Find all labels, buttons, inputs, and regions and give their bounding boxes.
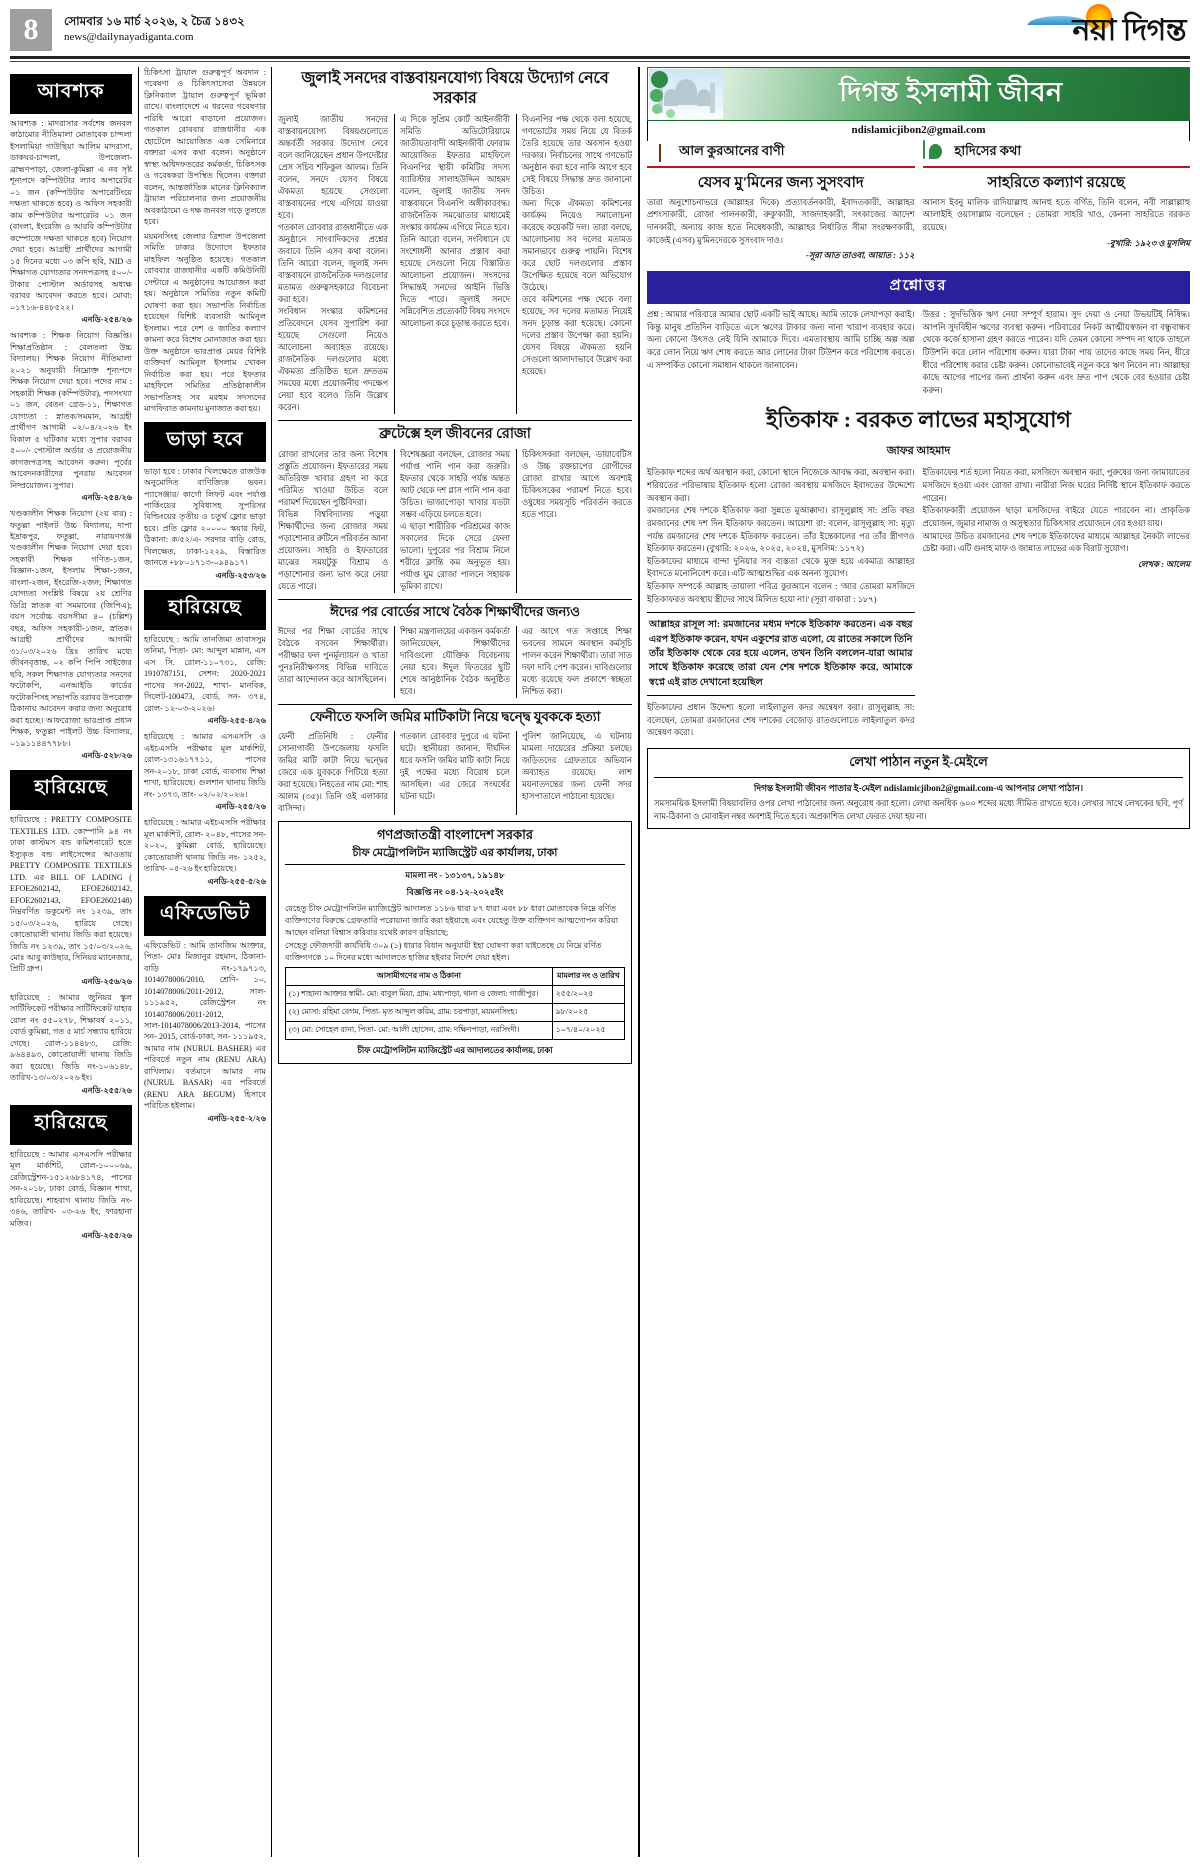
article3-columns xyxy=(278,626,632,698)
article1-col-3 xyxy=(516,114,632,414)
hadith-kicker xyxy=(923,141,1191,168)
article2-col-1 xyxy=(278,449,388,593)
ad-reference: এনডি-২৫৫-৪/২৬ xyxy=(207,716,266,726)
quran-book-icon xyxy=(647,141,673,163)
hadith-attribution: -বুখারি: ১৯২৩ ও মুসলিম xyxy=(1107,238,1190,248)
quran-kicker-label: আল কুরআনের বাণী xyxy=(679,142,785,158)
masthead-divider xyxy=(10,56,1190,59)
paragraph: ইতিকাফের মাধ্যমে বান্দা দুনিয়ার সব ব্যস্ততা থেকে মুক্ত হয়ে একমাত্র আল্লাহর ইবাদতে মনোনিবেশ করে। এটি আত্মশুদ্ধির এক অনন্য সুযোগ। xyxy=(647,556,915,579)
paragraph: ইতিকাফের প্রধান উদ্দেশ্য হলো লাইলাতুল কদর অন্বেষণ করা। রাসূলুল্লাহ সা: বলেছেন, তোমরা রমজানের শেষ দশকের বেজোড় রাতগুলোতে লাইলাতুল কদর অন্বেষণ করো। xyxy=(647,703,915,738)
submission-email-line: দিগন্ত ইসলামী জীবন পাতার ই-মেইল ndislamicjibon2@gmail.com-এ আপনার লেখা পাঠান। xyxy=(753,782,1084,793)
table-cell: ৯৮/২০২৫ xyxy=(552,1004,624,1022)
paragraph: ইতিকাফ সম্পর্কে আল্লাহ তায়ালা পবিত্র কুরআনে বলেন : 'আর তোমরা মসজিদে ইতিকাফরত অবস্থায় স্ত্রীদের সাথে মিলিত হয়ো না।' (সূরা বাকারা : ১৮৭) xyxy=(647,581,915,604)
hadith-kicker-label: হাদিসের কথা xyxy=(954,142,1022,158)
feature-col-2 xyxy=(923,467,1191,739)
ad-reference: এনডি-৫২৮/২৬ xyxy=(81,751,132,761)
paragraph: গতকাল রোববার দুপুরে এ ঘটনা ঘটে। স্থানীয়রা জানান, দীর্ঘদিন ধরে ফসলি জমির মাটি কাটা নিয়ে দুই পক্ষের মধ্যে বিরোধ চলে আসছিল। এর জেরে সংঘর্ষের ঘটনা ঘটে। xyxy=(400,731,510,801)
ad-reference: এনডি-২৫৫-৫/২৬ xyxy=(207,876,266,886)
mosque-icon xyxy=(649,69,723,119)
islamic-zone xyxy=(640,67,1190,1857)
table-cell: ২৫৫/২০২৫ xyxy=(552,986,624,1004)
paragraph: সংবিধান সংস্কার কমিশনের প্রতিবেদনে যেসব সুপারিশ করা হয়েছে সেগুলো নিয়েও আলোচনা অব্যাহত রয়েছে। রাজনৈতিক দলগুলোর মধ্যে ঐকমত্য প্রতিষ্ঠিত হলে দ্রুততম সময়ের মধ্যে প্রয়োজনীয় পদক্ষেপ নেয়া হবে বলেও তিনি উল্লেখ করেন। xyxy=(278,307,388,413)
page-body xyxy=(10,67,1190,1857)
hadith-subhead: সাহরিতে কল্যাণ রয়েছে xyxy=(987,175,1125,191)
paragraph: রমজানের শেষ দশকে ইতিকাফ করা সুন্নতে মুআক্কাদা। রাসূলুল্লাহ সা: প্রতি বছর রমজানের শেষ দশ দিন ইতিকাফ করতেন। আয়েশা রা: বলেন, রাসূলুল্লাহ সা: মৃত্যু পর্যন্ত রমজানের শেষ দশকে ইতিকাফ করতেন। তাঁর ইন্তেকালের পর তাঁর স্ত্রীগণও ইতিকাফ করতেন। (বুখারি: ২০২৬, ২০২৫, ২০২৪, মুসলিম: ১১৭২) xyxy=(647,506,915,554)
article-divider xyxy=(278,704,632,705)
ad-body: এফিডেভিট : আমি তানজিম আক্তার, পিতা- মোঃ মিজানুর রহমান, ঠিকানা- বাড়ি নং-১৭৯৭১৩, 1014078006/2010, শ্রেণি- ১০, 1014078006/2011-2012, সাল- ১১১৯৫২, রেজিস্ট্রেশন নং 1014078006/2011-2012, সাল-1014078006/2013-2014, পাসের সন- 2015, বোর্ড-ঢাকা, সন- ১১১৯৫২, আমার নাম (NURUL BASHER) এর পরিবর্তে নতুন নাম (RENU ARA) রাখিলাম। বর্তমানে আমার নাম (NURUL BASAR) এর পরিবর্তে (RENU ARA BEGUM) হিসাবে পরিচিত হইলাম। xyxy=(144,940,266,1111)
feature-col-1 xyxy=(647,467,915,739)
quran-subhead: যেসব মু'মিনের জন্য সুসংবাদ xyxy=(697,175,864,191)
publication-date: সোমবার ১৬ মার্চ ২০২৬, ২ চৈত্র ১৪৩২ xyxy=(64,15,245,28)
ad-body: চিকিৎসা ট্রায়াল গুরুত্বপূর্ণ অবদান : গবেষণা ও চিকিৎসাসেবা উন্নয়নে ক্লিনিক্যাল ট্রায়াল গুরুত্বপূর্ণ ভূমিকা রাখে। বাংলাদেশে এ ধরনের গবেষণার পরিধি আরো বাড়ানো প্রয়োজন। গতকাল রোববার রাজধানীর এক হোটেলে আয়োজিত এক সেমিনারে বক্তারা এসব কথা বলেন। অনুষ্ঠানে স্বাস্থ্য অধিদফতরের কর্মকর্তা, চিকিৎসক ও গবেষকরা উপস্থিত ছিলেন। বক্তারা বলেন, আন্তর্জাতিক মানের ক্লিনিক্যাল ট্রায়াল পরিচালনার জন্য প্রয়োজনীয় অবকাঠামো ও দক্ষ জনবল গড়ে তুলতে হবে। xyxy=(144,68,266,227)
notice-title: গণপ্রজাতন্ত্রী বাংলাদেশ সরকার xyxy=(376,826,534,842)
headline-secondary: ব্রুটেক্সে হল জীবনের রোজা xyxy=(379,426,531,443)
contact-email: news@dailynayadiganta.com xyxy=(64,31,194,44)
paragraph: ঈদের পর শিক্ষা বোর্ডের সাথে বৈঠকে বসবেন শিক্ষার্থীরা। পরীক্ষার ফল পুনর্মূল্যায়ন ও খাতা পুনঃনিরীক্ষণসহ বিভিন্ন দাবিতে তারা আন্দোলন করে আসছিলেন। xyxy=(278,626,388,684)
qa-answer: উত্তর : সুদভিত্তিক ঋণ নেয়া সম্পূর্ণ হারাম। সুদ দেয়া ও নেয়া উভয়টিই নিষিদ্ধ। আপনি সুদবিহীন ঋণের ব্যবস্থা করুন। পরিবারের নিকট আত্মীয়স্বজন বা বন্ধুবান্ধব থেকে কর্জে হাসানা গ্রহণ করতে পারেন। যদি তেমন কোনো সম্পদ না থাকে তাহলে টিউশনি করে লোন পরিশোধ করুন। যারা টাকা পায় তাদের কাছে সময় নিন, ধীরে ধীরে পরিশোধ করার চেষ্টা করুন। কোনোভাবেই নতুন করে ঋণ নিবেন না। আল্লাহর কাছে আগের পাপের জন্য প্রার্থনা করুন এবং দ্রুত পাপ থেকে বের হওয়ার চেষ্টা করুন। xyxy=(922,310,1190,395)
article4-columns xyxy=(278,731,632,815)
ad-body: খণ্ডকালীন শিক্ষক নিয়োগ (২য় বার) : ফতুল্লা পাইলট উচ্চ বিদ্যালয়, দাপা ইদ্রাকপুর, ফতুল্লা, নারায়ণগঞ্জ খণ্ডকালীন শিক্ষক নিয়োগ দেয়া হবে। সহকারী শিক্ষক গণিত-১জন, বিজ্ঞান-১জন, ইসলাম শিক্ষা-১জন, বাংলা-২জন, ইংরেজি-২জন; শিক্ষাগত যোগ্যতা সংশ্লিষ্ট বিষয়ে ২য় শ্রেণির ডিগ্রি স্নাতক বা সমমানের (জিপিএ); বয়স সর্বোচ্চ বয়সসীমা ৪০ (চল্লিশ) বছর, অফিস সহকারী-১জন, স্নাতক। আগ্রহী প্রার্থীদের আগামী ৩১/০৩/২০২৬ খ্রিঃ তারিখ মধ্যে জীবনবৃত্তান্ত, ০২ কপি পিপি সাইজের ছবি, সকল শিক্ষাগত যোগ্যতার সনদের ফটোকপি, এনআইডি কার্ডের ফটোকপিসহ সভাপতি বরাবর উপরোক্ত ঠিকানায় আবেদন করার জন্য অনুরোধ করা হচ্ছে। আফরোজা ভারপ্রাপ্ত প্রধান শিক্ষক, ফতুল্লা পাইলট উচ্চ বিদ্যালয়, ০১৯১১৪৪৭৭৮৮। xyxy=(10,509,132,748)
article1-col-1 xyxy=(278,114,388,414)
ad-reference: এনডি-২৫৪/২৬ xyxy=(81,493,132,503)
qa-section-bar: প্রশ্নোত্তর xyxy=(647,271,1190,304)
qa-question-block xyxy=(647,309,915,397)
paragraph: ইতিকাফ শব্দের অর্থ অবস্থান করা, কোনো স্থানে নিজেকে আবদ্ধ করা, অবস্থান করা। শরিয়তের পরিভাষায় ইতিকাফ হলো রোজা অবস্থায় মসজিদে ইবাদতের উদ্দেশ্যে অবস্থান করা। xyxy=(647,468,915,503)
article1-columns xyxy=(278,114,632,414)
paragraph: বিশেষজ্ঞরা বলছেন, রোজার সময় পর্যাপ্ত পানি পান করা জরুরি। ইফতার থেকে সাহরি পর্যন্ত অন্তত আট থেকে দশ গ্লাস পানি পান করা উচিত। ভাজাপোড়া খাবার যতটা সম্ভব এড়িয়ে চলতে হবে। xyxy=(400,449,510,519)
notice-signature: চীফ মেট্রোপলিটন ম্যাজিস্ট্রেট এর আদালতের কার্যালয়, ঢাকা xyxy=(357,1046,553,1056)
ad-body: হারিয়েছে : আমার এসএসসি ও এইচএসসি পরীক্ষার মূল মার্কশিট, রোল-১৩১৬১৭৭১১, পাসের সন-২০১৮, ঢাকা বোর্ড, ব্যবসায় শিক্ষা শাখা, হারিয়েছে। গুলশান থানায় জিডি নং- ১৩৭৩, তাং- ০২/০২/২০২৬। xyxy=(144,732,266,799)
quran-verse-text: তারা অনুশোচনাভরে (আল্লাহর দিকে) প্রত্যাবর্তনকারী, ইবাদতকারী, আল্লাহর প্রশংসাকারী, রোজা পালনকারী, রুকু'কারী, সাজদাহকারী, সৎকাজের আদেশ দানকারী, অন্যায় কাজ হতে নিষেধকারী, আল্লাহর নির্ধারিত সীমা সংরক্ষণকারী, কাজেই (এসব) মু'মিনদেরকে সুসংবাদ দাও। xyxy=(647,197,915,245)
table-header-cell: আসামীগণের নাম ও ঠিকানা xyxy=(286,968,553,986)
feature-article-title: ইতিকাফ : বরকত লাভের মহাসুযোগ xyxy=(766,407,1071,433)
mosque-badge-icon xyxy=(923,141,949,163)
paragraph: এর আগে গত সপ্তাহে শিক্ষা ভবনের সামনে অবস্থান কর্মসূচি পালন করেন শিক্ষার্থীরা। তারা সাত দফা দাবি পেশ করেন। দাবিগুলোর মধ্যে রয়েছে ফল প্রকাশে স্বচ্ছতা নিশ্চিত করা। xyxy=(522,626,632,696)
table-cell: ১০৭/৪০/২০২৫ xyxy=(552,1022,624,1040)
notice-body-2: সেহেতু ফৌজদারী কার্যবিধি ৩০৯ (১) ধারার বিধান অনুযায়ী ইহা ঘোষণা করা যাইতেছে যে নিম্নে বর্ণিত ব্যক্তিগণকে ১০ দিনের মধ্যে আদালতে হাজির হইবার নির্দেশ দেয়া হইল। xyxy=(285,940,602,963)
table-header-cell: মামলার নং ও তারিখ xyxy=(552,968,624,986)
submission-body: সমসাময়িক ইসলামী বিষয়াবলির ওপর লেখা পাঠানোর জন্য অনুরোধ করা হলো। লেখা অনধিক ৬০০ শব্দের মধ্যে সীমিত রাখতে হবে। লেখার সাথে লেখকের ছবি, পূর্ণ নাম-ঠিকানা ও মোবাইল নম্বর অবশ্যই দিতে হবে। অপ্রকাশিত লেখা ফেরত দেয়া হয় না। xyxy=(654,799,1183,821)
quran-kicker xyxy=(647,141,915,168)
submission-notice xyxy=(647,748,1190,829)
paragraph: বিভিন্ন বিশ্ববিদ্যালয় পড়ুয়া শিক্ষার্থীদের জন্য রোজার সময় পড়াশোনার রুটিনে পরিবর্তন আনা প্রয়োজন। সাহরি ও ইফতারের মাঝের সময়টুকু বিশ্রাম ও পড়াশোনার জন্য ভাগ করে নেয়া যেতে পারে। xyxy=(278,509,388,591)
notice-body-1: যেহেতু চীফ মেট্রোপলিটন ম্যাজিস্ট্রেট আদালত ১১৮৬ ধারা ৮৭ ধারা এবং ৮৮ ধারা মোতাবেক নিম্নে বর্ণিত ব্যক্তিগণের বিরুদ্ধে গ্রেফতারি পরোয়ানা জারি করা হইয়াছে এবং যেহেতু উক্ত ব্যক্তিগণ আত্মগোপন করিয়া আছেন বলিয়া বিশ্বাস করিবার যথেষ্ট কারণ রহিয়াছে; xyxy=(285,903,619,938)
islamic-section-email: ndislamicjibon2@gmail.com xyxy=(647,121,1190,141)
qa-question: প্রশ্ন : আমার পরিবারে আমার ছোট একটি ভাই আছে। আমি তাকে লেখাপড়া করাই। কিন্তু মানুষ প্রতিদিন বাড়িতে এসে ঋণের টাকার জন্য নানা খারাপ ব্যবহার করে। অন্য কোনো উৎসও নেই যিনি আমাকে দিবে। এমতাবস্থায় আমি চাচ্ছি অল্প অল্প করে লোন নিয়ে ঋণ শোধ করতে আর লোনের টাকা টিউশন করে পরিশোধ করতে। এ সম্পর্কিত কোনো সমাধান থাকলে জানাবেন। xyxy=(647,310,915,370)
quran-hadith-row xyxy=(647,141,1190,263)
ad-title-hariyeche-3: হারিয়েছে xyxy=(144,590,266,630)
islamic-section-title: দিগন্ত ইসলামী জীবন xyxy=(839,76,1063,107)
ad-body: হারিয়েছে : আমি তানজিমা তাবাসসুম তনিমা, পিতা- মো: আব্দুল মান্নান, এস এস সি. রোল-১১০৭৩১, রেজি: 1910787151, সেশন: 2020-2021 পাসের সন-2022, শাখা- মানবিক, সিলেট-100473, বোর্ড, সন- ৩৭৪, রোল- ১২-০৩-২০২৬। xyxy=(144,634,266,713)
newspaper-logo xyxy=(1073,4,1186,46)
feature-author-label: লেখক : আলেম xyxy=(1138,559,1190,569)
ad-title-affidavit: এফিডেভিট xyxy=(144,896,266,936)
paragraph: শিক্ষা মন্ত্রণালয়ের একজন কর্মকর্তা জানিয়েছেন, শিক্ষার্থীদের দাবিগুলো যৌক্তিক বিবেচনায় নেয়া হবে। ঈদুল ফিতরের ছুটি শেষে আনুষ্ঠানিক বৈঠক অনুষ্ঠিত হবে। xyxy=(400,626,510,696)
paragraph: এ দিকে সুপ্রিম কোর্ট আইনজীবী সমিতি অডিটোরিয়ামে জাতীয়তাবাদী আইনজীবী ফোরাম আয়োজিত ইফতার মাহফিলে বিএনপির স্থায়ী কমিটির সদস্য ব্যারিস্টার সালাহউদ্দিন আহমদ বলেন, জুলাই জাতীয় সনদ বাস্তবায়নে বিএনপি অঙ্গীকারবদ্ধ। রাজনৈতিক সমঝোতার মাধ্যমেই সংস্কার কার্যক্রম এগিয়ে নিতে হবে। xyxy=(400,115,510,233)
qa-answer-block xyxy=(923,309,1191,397)
article1-col-2 xyxy=(394,114,510,414)
classified-column-1 xyxy=(10,67,132,1857)
ad-reference: এনডি-২৫৪/২৬ xyxy=(81,315,132,325)
notice-subtitle: চীফ মেট্রোপলিটন ম্যাজিস্ট্রেট এর কার্যালয়, ঢাকা xyxy=(352,846,558,859)
ad-body: ময়মনসিংহ জেলার ত্রিশাল উপজেলা সমিতি ঢাকার উদ্যোগে ইফতার মাহফিল অনুষ্ঠিত হয়েছে। গতকাল রোববার রাজধানীর একটি কমিউনিটি সেন্টারে এ অনুষ্ঠানের আয়োজন করা হয়। অনুষ্ঠানে সমিতির নতুন কমিটি ঘোষণা করা হয়। সভাপতি নির্বাচিত হয়েছেন বিশিষ্ট ব্যবসায়ী আমিনুল ইসলাম। পরে দেশ ও জাতির কল্যাণ কামনা করে বিশেষ মোনাজাত করা হয়। উক্ত অনুষ্ঠানে ভারপ্রাপ্ত মেয়র বিশিষ্ট ব্যক্তিবর্গ আমিনুল ইসলাম খোকন নির্বাচিত করা হয়। পরে ইফতার মাহফিলে সমিতির প্রতিষ্ঠাকালীন সভাপতিসহ সব মরহুম সদস্যদের মাগফিরাত কামনায় মুনাজাত করা হয়। xyxy=(144,231,266,414)
submission-title: লেখা পাঠান নতুন ই-মেইলে xyxy=(654,753,1183,778)
notice-case-number: মামলা নং - ১৩১৩৭, ১৯১৪৮ xyxy=(405,869,505,880)
article3-col-3 xyxy=(516,626,632,698)
headline-quaternary: ফেনীতে ফসলি জমির মাটিকাটা নিয়ে দ্বন্দ্বে যুবককে হত্যা xyxy=(309,708,601,724)
ad-reference: এনডি-২৫৬/২৬ xyxy=(81,976,132,986)
article4-col-1 xyxy=(278,731,388,815)
headline-tertiary: ঈদের পর বোর্ডের সাথে বৈঠক শিক্ষার্থীদের জন্যও xyxy=(330,603,580,619)
classified-column-2 xyxy=(138,67,266,1857)
masthead-meta xyxy=(64,15,245,45)
hadith-text: আনাস ইবনু মালিক রাদিয়াল্লাহু আনহু হতে বর্ণিত, তিনি বলেন, নবী সাল্লাল্লাহু আলাইহি ওয়াসাল্লাম বলেছেন : তোমরা সাহরি খাও, কেননা সাহরিতে বরকত রয়েছে। xyxy=(922,197,1190,232)
notice-number: বিজ্ঞপ্তি নং ০৪-১২-২০২৫ইং xyxy=(406,886,504,897)
ad-body: আবশ্যক : শিক্ষক নিয়োগ বিজ্ঞপ্তি। শিক্ষাপ্রতিষ্ঠান : বেলতলা উচ্চ বিদ্যালয়। শিক্ষক নিয়োগ নীতিমালা ২০২১ অনুযায়ী নিম্নোক্ত শূন্যপদে শিক্ষক নিয়োগ দেয়া হবে। পদের নাম : সহকারী শিক্ষক (কম্পিউটার), পদসংখ্যা ০১ জন, বেতন গ্রেড-১১, শিক্ষাগত যোগ্যতা : স্নাতক/সমমান, আগ্রহী প্রার্থীগণ আগামী ০২/০৪/২০২৬ ইং বিকাল ৫ ঘটিকার মধ্যে সুপার বরাবর ৫০০/- পোস্টাল অর্ডার ও প্রয়োজনীয় কাগজপত্রসহ আবেদন করুন। পূর্বের আবেদনকারীদের পুনরায় আবেদন নিষ্প্রয়োজন। সুপার। xyxy=(10,331,132,490)
qa-row xyxy=(647,309,1190,397)
news-zone xyxy=(272,67,640,1857)
ad-reference: এনডি-২৫৫/২৬ xyxy=(215,802,266,812)
ad-title-hariyeche-2: হারিয়েছে xyxy=(10,1105,132,1145)
notice-table xyxy=(285,967,625,1040)
table-cell: (১) শাহানা আক্তার স্বামী- মো: বাবুল মিয়া, গ্রাম: মধ্যপাড়া, থানা ও জেলা: গাজীপুর। xyxy=(286,986,553,1004)
paragraph: গতকাল রোববার রাজধানীতে এক অনুষ্ঠানে সাংবাদিকদের প্রশ্নের জবাবে তিনি এসব কথা বলেন। তিনি আরো বলেন, জুলাই সনদ বাস্তবায়নে রাজনৈতিক দলগুলোর মতামত গুরুত্বসহকারে বিবেচনা করা হবে। xyxy=(278,223,388,305)
notice-divider xyxy=(285,864,625,865)
page-number: 8 xyxy=(10,9,52,51)
table-cell: (২) মোসা: রহিমা বেগম, পিতা- মৃত আব্দুল করিম, গ্রাম: চরপাড়া, ময়মনসিংহ। xyxy=(286,1004,553,1022)
ad-title-bhara-hobe: ভাড়া হবে xyxy=(144,422,266,462)
article2-col-3 xyxy=(516,449,632,593)
paragraph: বিএনপির পক্ষ থেকে বলা হয়েছে, গণভোটের সময় নিয়ে যে বিতর্ক তৈরি হয়েছে তার অবসান হওয়া দরকার। নির্বাচনের সাথে গণভোট অনুষ্ঠান করা হবে নাকি আগে হবে সেই বিষয়ে সিদ্ধান্ত দ্রুত জানানো উচিত। xyxy=(522,115,632,197)
feature-columns xyxy=(647,467,1190,739)
article4-col-2 xyxy=(394,731,510,815)
ad-title-hariyeche: হারিয়েছে xyxy=(10,770,132,810)
feature-article-byline: জাফর আহমাদ xyxy=(886,445,951,458)
table-row xyxy=(286,986,625,1004)
ad-body: হারিয়েছে : আমার এইচএসসি পরীক্ষার মূল মার্কশিট, রোল- ২০৪৮, পাসের সন- ২০২০, কুমিল্লা বোর্ড, হারিয়েছে। কোতোয়ালী থানায় জিডি নং- ১২৫২, তারিখ- ০৫-২৬ ইং হারিয়েছে। xyxy=(144,818,266,874)
paragraph: তবে কমিশনের পক্ষ থেকে বলা হয়েছে, সব দলের মতামত নিয়েই সনদ চূড়ান্ত করা হয়েছে। কোনো দলের প্রস্তাব উপেক্ষা করা হয়নি। যেসব বিষয়ে ঐকমত্য হয়নি সেগুলো আলাদাভাবে উল্লেখ করা হয়েছে। xyxy=(522,295,632,377)
islamic-section-header xyxy=(647,67,1190,121)
ad-reference: এনডি-২৫৫-২/২৬ xyxy=(207,1113,266,1123)
government-notice xyxy=(278,821,632,1064)
masthead-divider-thin xyxy=(10,61,1190,62)
quran-block xyxy=(647,141,915,263)
article-divider xyxy=(278,420,632,421)
paragraph: জুলাই জাতীয় সনদের বাস্তবায়নযোগ্য বিষয়গুলোতে অন্তর্বর্তী সরকার উদ্যোগ নেবে বলে জানিয়েছেন প্রধান উপদেষ্টার প্রেস সচিব শফিকুল আলম। তিনি বলেন, সনদে যেসব বিষয়ে ঐকমত্য হয়েছে সেগুলো বাস্তবায়নের পথে এগিয়ে যাওয়া হবে। xyxy=(278,115,388,221)
article3-col-2 xyxy=(394,626,510,698)
paragraph: চিকিৎসকরা বলছেন, ডায়াবেটিস ও উচ্চ রক্তচাপের রোগীদের রোজা রাখার আগে অবশ্যই চিকিৎসকের পরামর্শ নিতে হবে। ওষুধের সময়সূচি পরিবর্তন করতে হতে পারে। xyxy=(522,449,632,519)
article2-col-2 xyxy=(394,449,510,593)
ad-body: আবশ্যক : মাদরাসার সর্বশেষ জনবল কাঠামোর নীতিমালা মোতাবেক চান্দলা ইসলামিয়া গাউছিয়া আলিম মাদরাসা, ডাকঘর-চান্দলা, উপজেলা-ব্রাহ্মণপাড়া, জেলা-কুমিল্লা এ নব সৃষ্ট শূন্যপদে কম্পিউটার ল্যাব অপারেটর ০১ জন (কম্পিউটার অপারেটিংয়ে দক্ষতা থাকতে হবে) ও অফিস সহকারী কাম কম্পিউটার অপারেটর ০১ জন (বাংলা, ইংরেজি ও আরবি কম্পিউটার কম্পোজে দক্ষতা থাকতে হবে) নিয়োগ দেয়া হবে। আগ্রহী প্রার্থীদের আগামী ১৫ দিনের মধ্যে ০৩ কপি ছবি, NID ও শিক্ষাগত যোগ্যতার সনদপত্রসহ ৫০০/- টাকার পোস্টাল অর্ডারসহ অধ্যক্ষ বরাবর আবেদন করতে হবে। মোবা: ০১৭১৬-৪৪৮৫২২। xyxy=(10,119,132,312)
ad-body: ভাড়া হবে : ঢাকার খিলক্ষেতে রাজউক অনুমোদিত বাণিজ্যিক ভবন। প্যাসেঞ্জার/ কার্গো লিফট এবং পর্যাপ্ত পার্কিংয়ের সুবিধাসহ সুপরিসর বিল্ডিংয়ের তৃতীয় ও চতুর্থ ফ্লোর ভাড়া হবে। প্রতি ফ্লোর ২০০০০ স্কয়ার ফিট, ঠিকানা: ক/৫২/এ- সরদার বাড়ি রোড, খিলক্ষেত, ঢাকা-১২২৯, বিস্তারিত জানতে +৮৮০১৭১৩-০৯৪৯১৭। xyxy=(144,466,266,568)
paragraph: পুলিশ জানিয়েছে, এ ঘটনায় মামলা দায়েরের প্রক্রিয়া চলছে। জড়িতদের গ্রেফতারে অভিযান অব্যাহত রয়েছে। লাশ ময়নাতদন্তের জন্য ফেনী সদর হাসপাতালে পাঠানো হয়েছে। xyxy=(522,731,632,801)
ad-title-abashyak: আবশ্যক xyxy=(10,74,132,114)
paragraph: আমাদের উচিত রমজানের শেষ দশকে ইতিকাফের মাধ্যমে আল্লাহর নৈকট্য লাভের চেষ্টা করা। এটি গুনাহ মাফ ও জান্নাত লাভের এক বিরাট সুযোগ। xyxy=(922,531,1190,554)
logo-text: নয়া দিগন্ত xyxy=(1072,14,1186,47)
paragraph: এ ছাড়া শারীরিক পরিশ্রমের কাজ সকালের দিকে সেরে ফেলা ভালো। দুপুরের পর বিশ্রাম নিলে শরীরে ক্লান্তি কম অনুভূত হয়। পর্যাপ্ত ঘুম রোজা পালনে সহায়ক ভূমিকা রাখে। xyxy=(400,521,510,591)
hadith-block xyxy=(923,141,1191,263)
masthead xyxy=(10,6,1190,54)
table-cell: (৩) মো: সোহেল রানা, পিতা- মো: আলী হোসেন, গ্রাম: দক্ষিণপাড়া, নরসিংদী। xyxy=(286,1022,553,1040)
paragraph: ইতিকাফের শর্ত হলো নিয়ত করা, মসজিদে অবস্থান করা, পুরুষের জন্য জামায়াতের মসজিদে হওয়া এবং রোজা রাখা। নারীরা নিজ ঘরের নির্দিষ্ট স্থানে ইতিকাফ করতে পারেন। xyxy=(922,468,1190,503)
paragraph: ফেনী প্রতিনিধি : ফেনীর সোনাগাজী উপজেলায় ফসলি জমির মাটি কাটা নিয়ে দ্বন্দ্বের জেরে এক যুবককে পিটিয়ে হত্যা করা হয়েছে। নিহতের নাম মো: শাহ আলম (৩৫)। তিনি ওই এলাকার বাসিন্দা। xyxy=(278,731,388,813)
ad-reference: এনডি-২৫৫/২৬ xyxy=(81,1085,132,1095)
pull-quote: আল্লাহর রাসূল সা: রমজানের মধ্যম দশকে ইতিকাফ করতেন। এক বছর এরপ ইতিকাফ করেন, যখন একুশের রাত এলো, যে রাতের সকালে তিনি তাঁর ইতিকাফ থেকে বের হয়ে এলেন, তখন তিনি বললেন-যারা আমার সাথে ইতিকাফ করেছে তারা যেন শেষ দশকে ইতিকাফ করে, আমাকে স্বপ্নে এই রাত দেখানো হয়েছিল xyxy=(647,612,915,696)
table-row xyxy=(286,1004,625,1022)
article3-col-1 xyxy=(278,626,388,698)
paragraph: রোজা রাখলের তার জন্য বিশেষ প্রস্তুতি প্রয়োজন। ইফতারের সময় অতিরিক্ত খাবার গ্রহণ না করে পরিমিত খাওয়া উচিত বলে পরামর্শ দিয়েছেন পুষ্টিবিদরা। xyxy=(278,449,388,507)
ad-reference: এনডি-২৫৫/২৬ xyxy=(81,1231,132,1241)
article-divider xyxy=(278,599,632,600)
ad-body: হারিয়েছে : PRETTY COMPOSITE TEXTILES LTD. কোম্পানি ৯৪ নং ঢাকা কাস্টমস বন্ড কমিশনারেট হতে ইস্যুকৃত বন্ড লাইসেন্সের আওতায় PRETTY COMPOSITE TEXTILES LTD. এর BILL OF LADING ( EFOE2602142, EFOE2602142, EFOE2602143, EFOE2602148) নিম্নবর্ণিত ডকুমেন্ট নং ১২৩৯, তাং ১৫/০৩/২০২৬, হারিয়ে গেছে। কোতোয়ালী থানায় জিডি করা হয়েছে। জিডি নং ১২৩৯, তাং ১৫/০৩/২০২৬, মোঃ আবু কাউছার, সিনিয়র ম্যানেজার, প্রিটি গ্রুপ। xyxy=(10,815,132,974)
article4-col-3 xyxy=(516,731,632,815)
paragraph: ইতিকাফকারী প্রয়োজন ছাড়া মসজিদের বাইরে যেতে পারবেন না। প্রাকৃতিক প্রয়োজন, জুমার নামাজ ও অসুস্থতার চিকিৎসার প্রয়োজনে বের হওয়া যায়। xyxy=(922,506,1190,528)
table-header-row xyxy=(286,968,625,986)
classified-zone xyxy=(10,67,272,1857)
table-row xyxy=(286,1022,625,1040)
quran-attribution: -সূরা আত তাওবা, আয়াত : ১১২ xyxy=(806,251,915,261)
headline-primary: জুলাই সনদের বাস্তবায়নযোগ্য বিষয়ে উদ্যোগ নেবে সরকার xyxy=(301,70,609,107)
ad-body: হারিয়েছে : আমার জুনিয়র স্কুল সার্টিফিকেট পরীক্ষার সার্টিফিকেট যাহার রোল নং ৫৫০২৭৮, শিক্ষাবর্ষ ২০১১, বোর্ড কুমিল্লা, গত ৫ মার্চ সন্ধ্যায় হারিয়ে গেছে। রোল-১১৪৪৮৩, রেজি: ৯৬৪৪৯৩, কোতোয়ালী থানায় জিডি করা হয়েছে। জিডি নং-১০৬১৪৮, তারিখ-১৩/০৩/২০২৬ ইং। xyxy=(10,992,132,1083)
paragraph: অন্য দিকে ঐকমত্য কমিশনের কার্যক্রম নিয়েও সমালোচনা করেছে কয়েকটি দল। তারা বলছে, আলোচনায় সব দলের মতামত সমানভাবে গুরুত্ব পায়নি। বিশেষ করে ছোট দলগুলোর প্রস্তাব উপেক্ষিত হয়েছে বলে অভিযোগ উঠেছে। xyxy=(522,199,632,293)
ad-body: হারিয়েছে : আমার এসএসসি পরীক্ষার মূল মার্কশিট, রোল-১০০০৬৯, রেজিস্ট্রেশন-১৫১২৬৮৪১৭৪, পাসের সন-২০১৮, ঢাকা বোর্ড, বিজ্ঞান শাখা, হারিয়েছে। শাহবাগ থানায় জিডি নং- ৩৪৬, তারিখ- ০৩-২৬ ইং, ফারহানা মজিব। xyxy=(10,1149,132,1228)
paragraph: তিনি আরো বলেন, সংবিধানে যে সংশোধনী আনার প্রস্তাব করা হয়েছে সেগুলো নিয়ে বিস্তারিত আলোচনা প্রয়োজন। সংসদের সিদ্ধান্তই সনদের আইনি ভিত্তি দিতে পারে। জুলাই সনদে সন্নিবেশিত প্রত্যেকটি বিষয় সংসদে আলোচনা করে চূড়ান্ত করতে হবে। xyxy=(400,235,510,329)
ad-reference: এনডি-২৫৩/২৬ xyxy=(215,570,266,580)
article2-columns xyxy=(278,449,632,593)
